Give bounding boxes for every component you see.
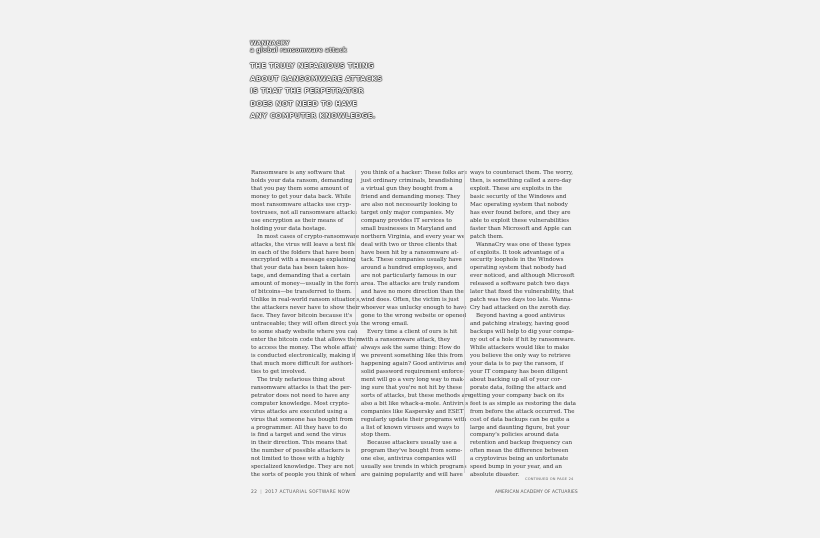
article-column-3 [470, 170, 576, 481]
article-line: absolute disaster. [470, 472, 520, 479]
article-line: is find a target and send the virus [251, 432, 347, 439]
article-line: Ransomware is any software that [251, 170, 346, 176]
article-line: whoever was unlucky enough to have [361, 305, 467, 312]
article-line: tack. These companies usually have [361, 257, 462, 264]
article-line: basic security of the Windows and [470, 193, 567, 200]
article-line: large and daunting figure, but your [470, 424, 570, 431]
continued-note: CONTINUED ON PAGE 24 [525, 477, 574, 481]
article-line: we prevent something like this from [361, 352, 463, 359]
article-line: has ever found before, and they are [470, 209, 571, 216]
article-line: not limited to those with a highly [251, 456, 345, 463]
article-line: ever noticed, and although Microsoft [470, 273, 575, 280]
article-line: a virtual gun they bought from a [361, 185, 453, 192]
article-line: able to exploit these vulnerabilities [470, 217, 570, 224]
article-line: ransomware attacks is that the per- [251, 384, 352, 391]
article-line: often mean the difference between [470, 448, 569, 455]
article-line: amount of money—usually in the form [251, 281, 359, 288]
article-line: the number of possible attackers is [251, 448, 351, 455]
article-line: ties to get involved. [251, 368, 307, 375]
article-line: patch them. [470, 233, 504, 240]
article-line: specialized knowledge. They are not [251, 464, 354, 471]
article-line: around a hundred employees, and [361, 265, 458, 272]
article-line: and patching strategy, having good [470, 321, 570, 328]
article-column-2 [361, 170, 471, 480]
article-line: in each of the folders that have been [251, 249, 355, 256]
article-line: small businesses in Maryland and [361, 225, 457, 232]
article-line: of exploits. It took advantage of a [470, 249, 565, 256]
headline-block [250, 40, 420, 123]
article-line: speed bump in your year, and an [470, 464, 562, 471]
article-line: While attackers would like to make [470, 344, 570, 351]
article-line: use encryption as their means of [251, 217, 344, 224]
article-line: later that fixed the vulnerability, that [470, 289, 575, 296]
article-line: operating system that nobody had [470, 265, 567, 272]
article-line: ment will go a very long way to mak- [361, 376, 465, 383]
article-column-1 [251, 170, 362, 480]
article-line: porate data, foiling the attack and [470, 384, 567, 391]
article-line: companies like Kaspersky and ESET [361, 408, 464, 415]
article-line: are gaining popularity and will have [361, 472, 463, 479]
pull-quote-line: THE TRULY NEFARIOUS THING [250, 61, 375, 70]
article-line: always ask the same thing: How do [361, 344, 461, 351]
article-line: feet is as simple as restoring the data [470, 400, 576, 407]
article-line: just ordinary criminals, brandishing [361, 177, 463, 184]
article-line: stop them. [361, 432, 391, 439]
article-line: program they've bought from some- [361, 448, 463, 455]
article-line: one else, antivirus companies will [361, 456, 457, 463]
article-line: computer knowledge. Most crypto- [251, 400, 350, 407]
article-line: WannaCry was one of these types [476, 241, 571, 248]
article-line: northern Virginia, and every year we [361, 233, 466, 240]
article-line: a cryptovirus being an unfortunate [470, 456, 569, 463]
article-line: usually see trends in which programs [361, 464, 467, 471]
article-line: untraceable; they will often direct you [251, 321, 359, 328]
article-line: tage, and demanding that a certain [251, 273, 351, 280]
article-line: toviruses, not all ransomware attacks [251, 209, 357, 216]
column-divider [464, 170, 465, 473]
page-number: 22 [251, 490, 258, 495]
article-line: encrypted with a message explaining [251, 257, 356, 264]
article-line: that your data has been taken hos- [251, 265, 349, 272]
article-line: money to get your data back. While [251, 193, 352, 200]
column-divider [355, 170, 356, 473]
article-line: and have no more direction than the [361, 289, 464, 296]
kicker-subtitle: a global ransomware attack [250, 47, 348, 54]
article-line: sorts of attacks, but these methods are [361, 392, 471, 399]
article-line: to some shady website where you can [251, 329, 358, 336]
pull-quote-line: IS THAT THE PERPETRATOR [250, 86, 364, 96]
pull-quote-line: ABOUT RANSOMWARE ATTACKS [250, 73, 383, 83]
article-line: your data is to pay the ransom, if [470, 360, 564, 367]
article-line: wind does. Often, the victim is just [361, 297, 459, 304]
article-line: backups will help to dig your compa- [470, 329, 574, 336]
article-line: holds your data ransom, demanding [251, 177, 353, 184]
pull-quote-line: ANY COMPUTER KNOWLEDGE. [250, 111, 376, 121]
article-line: happening again? Good antivirus and [361, 360, 467, 367]
article-line: getting your company back on its [470, 392, 565, 399]
publication-title: 2017 ACTUARIAL SOFTWARE NOW [265, 490, 351, 495]
article-line: gone to the wrong website or opened [361, 313, 467, 320]
article-line: released a software patch two days [470, 281, 570, 288]
article-line: the sorts of people you think of when [251, 472, 356, 479]
article-line: company's policies around data [470, 432, 559, 439]
article-line: most ransomware attacks use cryp- [251, 201, 352, 208]
footer-separator: | [260, 490, 263, 495]
article-line: petrator does not need to have any [251, 392, 350, 399]
article-line: the wrong email. [361, 321, 409, 328]
article-line: a list of known viruses and ways to [361, 424, 460, 431]
article-line: Cry had attacked on the zeroth day. [470, 305, 571, 312]
article-line: Beyond having a good antivirus [476, 313, 565, 320]
organization-name: AMERICAN ACADEMY OF ACTUARIES [495, 490, 578, 495]
article-line: about backing up all of your cor- [470, 376, 562, 383]
article-line: ing sure that you're not hit by these [361, 384, 463, 391]
article-line: with a ransomware attack, they [361, 337, 451, 344]
article-line: In most cases of crypto-ransomware [257, 233, 360, 240]
article-line: that you pay them some amount of [251, 185, 349, 192]
pull-quote [250, 60, 420, 123]
article-line: are not particularly famous in our [361, 273, 457, 280]
article-line: area. The attacks are truly random [361, 281, 460, 288]
article-line: Unlike in real-world ransom situations, [251, 297, 362, 304]
article-line: in their direction. This means that [251, 440, 348, 447]
article-line: virus that someone has bought from [251, 416, 353, 423]
article-line: The truly nefarious thing about [257, 376, 346, 383]
article-line: you believe the only way to retrieve [470, 352, 571, 359]
article-line: then, is something called a zero-day [470, 177, 572, 184]
article-line: from before the attack occurred. The [470, 408, 575, 415]
article-line: security loophole in the Windows [470, 257, 564, 264]
article-line: faster than Microsoft and Apple can [470, 225, 572, 232]
article-line: a programmer. All they have to do [251, 424, 348, 431]
article-line: patch was two days too late. Wanna- [470, 297, 573, 304]
article-line: retention and backup frequency can [470, 440, 573, 447]
article-line: that much more difficult for authori- [251, 360, 354, 367]
article-line: have been hit by a ransomware at- [361, 249, 459, 256]
article-line: ways to counteract them. The worry, [470, 170, 574, 176]
article-line: company provides IT services to [361, 217, 452, 224]
article-line: of bitcoins—be transferred to them. [251, 289, 352, 296]
article-line: target only major companies. My [361, 209, 455, 216]
article-line: cost of data backups can be quite a [470, 416, 570, 423]
article-line: deal with two or three clients that [361, 241, 458, 248]
article-line: virus attacks are executed using a [251, 408, 348, 415]
article-line: your IT company has been diligent [470, 368, 568, 375]
article-line: solid password requirement enforce- [361, 368, 465, 375]
pull-quote-line: DOES NOT NEED TO HAVE [250, 98, 358, 108]
article-line: are also not necessarily looking to [361, 201, 458, 208]
article-line: you think of a hacker: These folks are [361, 170, 468, 176]
article-line: is conducted electronically, making it [251, 352, 356, 359]
article-line: to access the money. The whole affair [251, 344, 357, 351]
article-line: holding your data hostage. [251, 225, 327, 232]
article-line: Every time a client of ours is hit [367, 329, 458, 336]
article-line: Mac operating system that nobody [470, 201, 568, 208]
article-line: enter the bitcoin code that allows them [251, 337, 362, 344]
article-line: also a bit like whack-a-mole. Antivirus [361, 400, 469, 407]
article-line: friend and demanding money. They [361, 193, 461, 200]
page-footer-left [251, 490, 350, 495]
kicker: WANNACRY [250, 40, 290, 47]
article-line: attacks, the virus will leave a text file [251, 241, 357, 248]
article-line: the attackers never have to show their [251, 305, 360, 312]
article-line: exploit. These are exploits in the [470, 185, 562, 192]
article-line: regularly update their programs with [361, 416, 467, 423]
article-line: Because attackers usually use a [367, 440, 457, 447]
article-line: ny out of a hole if hit by ransomware. [470, 337, 576, 344]
article-line: face. They favor bitcoin because it's [251, 313, 353, 320]
